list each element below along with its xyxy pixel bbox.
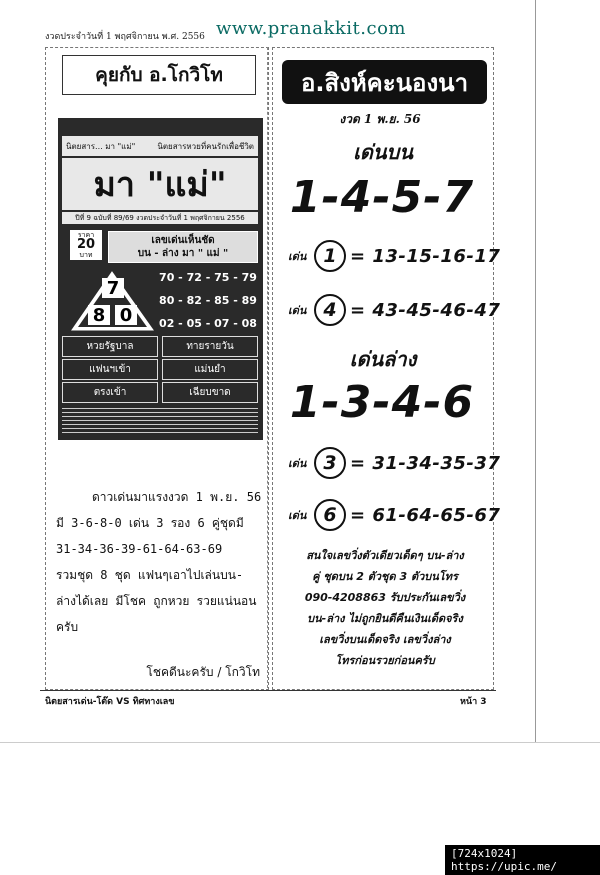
article-line: ดาวเด่นมาแรงงวด 1 พ.ย. 56 xyxy=(92,490,262,504)
price-label: ราคา xyxy=(77,231,95,239)
feature-cell: ตรงเข้า xyxy=(62,382,158,403)
magazine-tagline xyxy=(62,136,258,156)
promo-line: โทรก่อนรวยก่อนครับ xyxy=(335,654,435,667)
row-values: = 31-34-35-37 xyxy=(350,452,501,474)
promo-text xyxy=(285,545,485,671)
row-label: เด่น xyxy=(288,304,307,317)
circled-digit: 6 xyxy=(314,499,346,531)
promo-line: 090-4208863 รับประกันเลขวิ่ง xyxy=(304,591,466,604)
number-line: 70 - 72 - 75 - 79 xyxy=(159,271,257,284)
bottom-heading: เด่นล่าง xyxy=(349,347,417,371)
magazine-title: มา "แม่" xyxy=(62,158,258,210)
bottom-digits: 1-3-4-6 xyxy=(289,377,475,428)
tagline-left: นิตยสาร... มา "แม่" xyxy=(66,141,136,151)
circled-digit: 3 xyxy=(314,447,346,479)
page-edge xyxy=(535,0,536,742)
tagline-right: นิตยสารหวยที่คนรักเพื่อชีวิต xyxy=(157,141,254,151)
number-line: 80 - 82 - 85 - 89 xyxy=(159,294,257,307)
magazine-subtitle xyxy=(108,231,258,263)
price-value: 20 xyxy=(76,237,96,252)
article-line: ล่างได้เลย มีโชค ถูกหวย รวยแน่นอน xyxy=(56,594,257,608)
row-values: = 43-45-46-47 xyxy=(350,299,501,321)
circled-digit: 1 xyxy=(314,240,346,272)
top-digits: 1-4-5-7 xyxy=(289,172,475,223)
image-host-stamp[interactable]: [724x1024] https://upic.me/ xyxy=(445,845,600,875)
triangle-digit-top: 7 xyxy=(102,278,124,298)
column-divider xyxy=(267,47,268,688)
circled-digit: 4 xyxy=(314,294,346,326)
promo-line: เลขวิ่งบนเด็ดจริง เลขวิ่งล่าง xyxy=(319,633,451,646)
row-values: = 13-15-16-17 xyxy=(350,245,501,267)
bottom-row-1 xyxy=(288,447,500,479)
footer-magazine: นิตยสารเด่น-โต๊ด VS ทิศทางเลข xyxy=(45,697,175,707)
number-triangle xyxy=(70,270,155,332)
top-row-1 xyxy=(288,240,500,272)
feature-cell: แม่นยำ xyxy=(162,359,258,380)
feature-cell: แฟนฯเข้า xyxy=(62,359,158,380)
draw-date: งวด 1 พ.ย. 56 xyxy=(339,112,421,126)
article-line: มี 3-6-8-0 เด่น 3 รอง 6 คู่ชุดมี xyxy=(56,516,244,530)
number-line: 02 - 05 - 07 - 08 xyxy=(159,317,257,330)
page-number: หน้า 3 xyxy=(460,697,487,707)
magazine-feature-grid xyxy=(62,336,258,404)
feature-cell: เฉียบขาด xyxy=(162,382,258,403)
price-unit: บาท xyxy=(79,251,93,259)
feature-cell: หวยรัฐบาล xyxy=(62,336,158,357)
row-label: เด่น xyxy=(288,457,307,470)
article-line: 31-34-36-39-61-64-63-69 xyxy=(56,542,223,556)
magazine-price xyxy=(70,230,102,260)
left-column-title: คุยกับ อ.โกวิโท xyxy=(62,55,256,95)
feature-cell: ทายรายวัน xyxy=(162,336,258,357)
top-row-2 xyxy=(288,294,500,326)
subtitle-line: บน - ล่าง มา " แม่ " xyxy=(137,248,229,259)
author-signature: โชคดีนะครับ / โกวิโท xyxy=(146,665,260,679)
top-heading: เด่นบน xyxy=(353,140,413,164)
right-column-title: อ.สิงห์คะนองนา xyxy=(282,60,487,104)
triangle-digit-left: 8 xyxy=(88,305,110,325)
promo-line: สนใจเลขวิ่งตัวเดียวเด็ดๆ บน-ล่าง xyxy=(306,549,464,562)
promo-line: บน-ล่าง ไม่ถูกยินดีคืนเงินเด็ดจริง xyxy=(307,612,463,625)
magazine-number-list xyxy=(158,266,258,335)
promo-line: คู่ ชุดบน 2 ตัวชุด 3 ตัวบนโทร xyxy=(312,570,458,583)
article-line: ครับ xyxy=(56,620,79,634)
row-label: เด่น xyxy=(288,250,307,263)
row-label: เด่น xyxy=(288,509,307,522)
prediction-article xyxy=(56,484,264,640)
triangle-digit-right: 0 xyxy=(115,305,137,325)
issue-date-line: งวดประจำวันที่ 1 พฤศจิกายน พ.ศ. 2556 xyxy=(45,32,205,42)
bottom-rule xyxy=(40,690,496,691)
scan-edge xyxy=(0,742,600,743)
article-line: รวมชุด 8 ชุด แฟนๆเอาไปเล่นบน- xyxy=(56,568,244,582)
subtitle-main: เลขเด่นเห็นชัด xyxy=(151,235,215,246)
magazine-fine-print xyxy=(62,408,258,436)
website-url[interactable]: www.pranakkit.com xyxy=(216,18,407,39)
row-values: = 61-64-65-67 xyxy=(350,504,501,526)
bottom-row-2 xyxy=(288,499,500,531)
magazine-issue: ปีที่ 9 ฉบับที่ 89/69 งวดประจำวันที่ 1 พฤศจิกายน 2556 xyxy=(62,212,258,224)
